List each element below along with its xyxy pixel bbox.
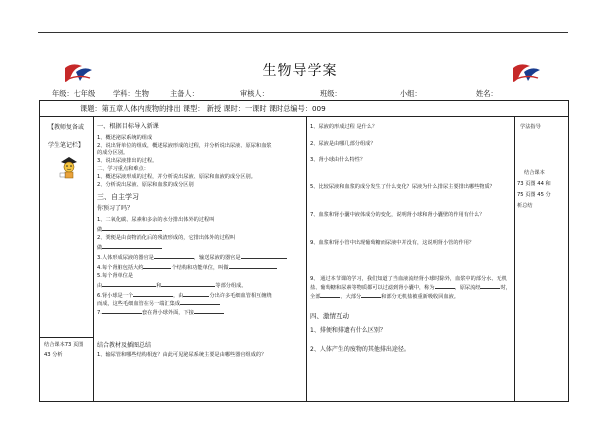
item-2-cont: 做 (97, 243, 162, 252)
right-item-5: 5、比较尿液和血浆的成分发生了什么变化？尿液为什么排尿主要排出哪些物质？ (310, 184, 495, 190)
goal-3: 3、说出尿液排出的过程。 (97, 158, 158, 164)
right-item-9: 9、血浆和肾小管中出现葡萄糖而尿液中并没有，这说明肾小管的作用？ (310, 240, 475, 246)
page-title: 生物导学案 (262, 63, 338, 79)
heading-intro: 一、根据目标导入新课 (97, 123, 159, 130)
goal-1: 1、概述泌尿系统的组成 (97, 135, 153, 141)
item-2: 2、粪便是由食物消化后的残渣形成的，它排出体外的过程叫 (97, 235, 236, 241)
item-4: 4.每个肾脏包括大约 个结构和功能单位，叫做 (97, 263, 277, 272)
guide-text-3: 75 页图 45 分 (517, 192, 551, 198)
heading-self-study: 三、自主学习 (97, 193, 139, 201)
bottom-question: 1、输尿管和哪些结构相连？由此可见泌尿系统主要是由哪些器官组成的？ (97, 352, 267, 358)
left-col-bottom-divider (39, 337, 93, 338)
item-7: 7. 套在肾小球外面，下接 (97, 308, 224, 317)
goal-2-cont: 的成分区别。 (97, 150, 129, 156)
guide-text-2: 73 页图 44 和 (517, 181, 551, 187)
right-item-3: 3、肾小球由什么特性？ (310, 157, 366, 163)
right-item-7: 7、血浆和肾小囊中液体成分的变化，说明肾小球和肾小囊壁的作用有什么？ (310, 212, 485, 218)
class-label: 班级： (320, 89, 342, 98)
col-divider-3 (514, 116, 515, 402)
item-6-cont: 而成，这些毛细血管在另一端汇集成 (97, 299, 220, 308)
subject-label: 学科：生物 (113, 89, 149, 98)
top-rule (38, 32, 568, 33)
right-item-1: 1、尿液的形成过程 是什么？ (310, 124, 378, 130)
item-1: 1、二氧化碳、尿素和多余的水分排出体外的过程叫 (97, 217, 215, 223)
course-row-divider (39, 116, 569, 117)
key-point-2: 2、分析说出尿液、原尿和血浆的成分区别 (97, 182, 194, 188)
preview-question: 你预习了吗？ (97, 205, 134, 212)
group-label: 小组： (400, 89, 422, 98)
interaction-q1: 1、排便和排遗有什么区别？ (310, 327, 386, 334)
item-5: 5.每个肾单位是 (97, 273, 134, 279)
item-3: 3.人体形成尿液的器官是 ，输送尿液的器官是 (97, 253, 287, 262)
interaction-q2: 2、人体产生的废物的其他排出途径。 (310, 346, 410, 353)
summary-paragraph: 9、 通过本节课的学习，我们知道了当血液流经肾小球时除外，血浆中的部分水、无机盐、葡萄糖和尿素等物质都可以过滤到肾小囊中，称为 ，原尿流经 时，全部 、大部分 和部分无机盐被重新吸收回血液。 (310, 276, 511, 300)
left-footer-1: 结合课本73 页图 (44, 342, 84, 348)
course-line: 课题：第五章人体内废物的排出 课型： 新授 课时：一课时 课时总编号：009 (80, 104, 326, 113)
note-title-2: 学生笔记栏】 (48, 142, 85, 149)
guide-text-4: 析总结 (517, 203, 533, 209)
heading-interaction: 四、激情互动 (310, 312, 349, 320)
preparer-label: 主备人： (170, 89, 199, 98)
student-cartoon-icon (58, 156, 80, 180)
key-points-heading: 二、学习重点和难点： (97, 166, 149, 172)
guide-text-1: 结合课本 (524, 170, 545, 176)
bottom-heading: 结合教材及插图总结 (97, 342, 152, 349)
grade-label: 年级：七年级 (52, 89, 96, 98)
item-5-cont: 由 和 等部分组成。 (97, 283, 247, 289)
key-point-1: 1、概述尿液形成的过程，并分析说出尿液、原尿和血液的成分区别。 (97, 174, 256, 180)
note-title-1: 【教师复备或 (48, 124, 85, 131)
guide-header: 学法指导 (520, 124, 541, 130)
name-label: 姓名： (476, 89, 498, 98)
right-item-2: 2、尿液是由哪几部分组成？ (310, 141, 376, 147)
col-divider-1 (93, 116, 94, 402)
left-footer-2: 43 分析 (44, 352, 63, 358)
reviewer-label: 审核人： (240, 89, 269, 98)
col-divider-2 (306, 116, 307, 402)
goal-2: 2、说出肾单位的组成，概述尿液形成的过程，并分析说出尿液、原尿和血浆 (97, 143, 272, 149)
item-1-cont: 做 (97, 225, 162, 234)
item-6: 6.肾小球是一个 ，由 分出许多毛细血管相互缠绕 (97, 293, 272, 299)
